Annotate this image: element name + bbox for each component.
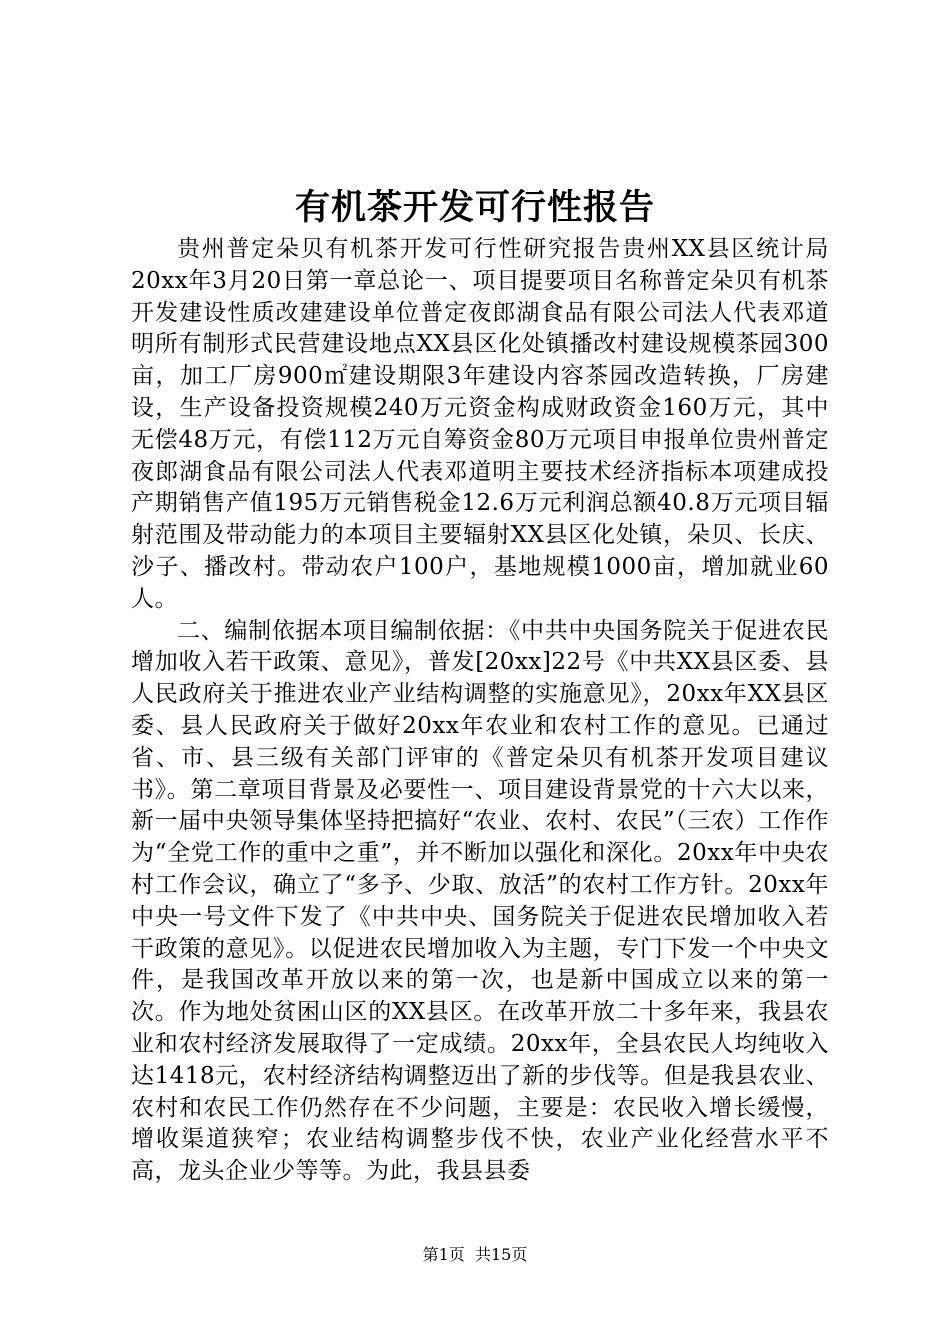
paragraph-2: 二、编制依据本项目编制依据：《中共中央国务院关于促进农民增加收入若干政策、意见》，普发[20xx]22号《中共XX县区委、县人民政府关于推进农业产业结构调整的实施意见》，20xx年XX县区委、县人民政府关于做好20xx年农业和农村工作的意见。已通过省、市、县三级有关部门评审的《普定朵贝有机茶开发项目建议书》。第二章项目背景及必要性一、项目建设背景党的十六大以来，新一届中央领导集体坚持把搞好“农业、农村、农民”（三农）工作作为“全党工作的重中之重”，并不断加以强化和深化。20xx年中央农村工作会议，确立了“多予、少取、放活”的农村工作方针。20xx年中央一号文件下发了《中共中央、国务院关于促进农民增加收入若干政策的意见》。以促进农民增加收入为主题，专门下发一个中央文件，是我国改革开放以来的第一次，也是新中国成立以来的第一次。作为地处贫困山区的XX县区。在改革开放二十多年来，我县农业和农村经济发展取得了一定成绩。20xx年，全县农民人均纯收入达1418元，农村经济结构调整迈出了新的步伐等。但是我县农业、农村和农民工作仍然存在不少问题，主要是：农民收入增长缓慢，增收渠道狭窄；农业结构调整步伐不快，农业产业化经营水平不高，龙头企业少等等。为此，我县县委 xyxy=(131,617,829,1185)
paragraph-1: 贵州普定朵贝有机茶开发可行性研究报告贵州XX县区统计局20xx年3月20日第一章总论一、项目提要项目名称普定朵贝有机茶开发建设性质改建建设单位普定夜郎湖食品有限公司法人代表邓道明所有制形式民营建设地点XX县区化处镇播改村建设规模茶园300亩，加工厂房900㎡建设期限3年建设内容茶园改造转换，厂房建设，生产设备投资规模240万元资金构成财政资金160万元，其中无偿48万元，有偿112万元自筹资金80万元项目申报单位贵州普定夜郎湖食品有限公司法人代表邓道明主要技术经济指标本项建成投产期销售产值195万元销售税金12.6万元利润总额40.8万元项目辐射范围及带动能力的本项目主要辐射XX县区化处镇，朵贝、长庆、沙子、播改村。带动农户100户，基地规模1000亩，增加就业60人。 xyxy=(131,236,829,612)
page-total: 共15页 xyxy=(474,1245,528,1264)
document-title: 有机茶开发可行性报告 xyxy=(294,187,655,228)
document-body xyxy=(131,234,829,1188)
page-footer xyxy=(0,1245,950,1265)
footer-spacer xyxy=(465,1245,475,1264)
page-number: 第1页 xyxy=(422,1245,465,1264)
